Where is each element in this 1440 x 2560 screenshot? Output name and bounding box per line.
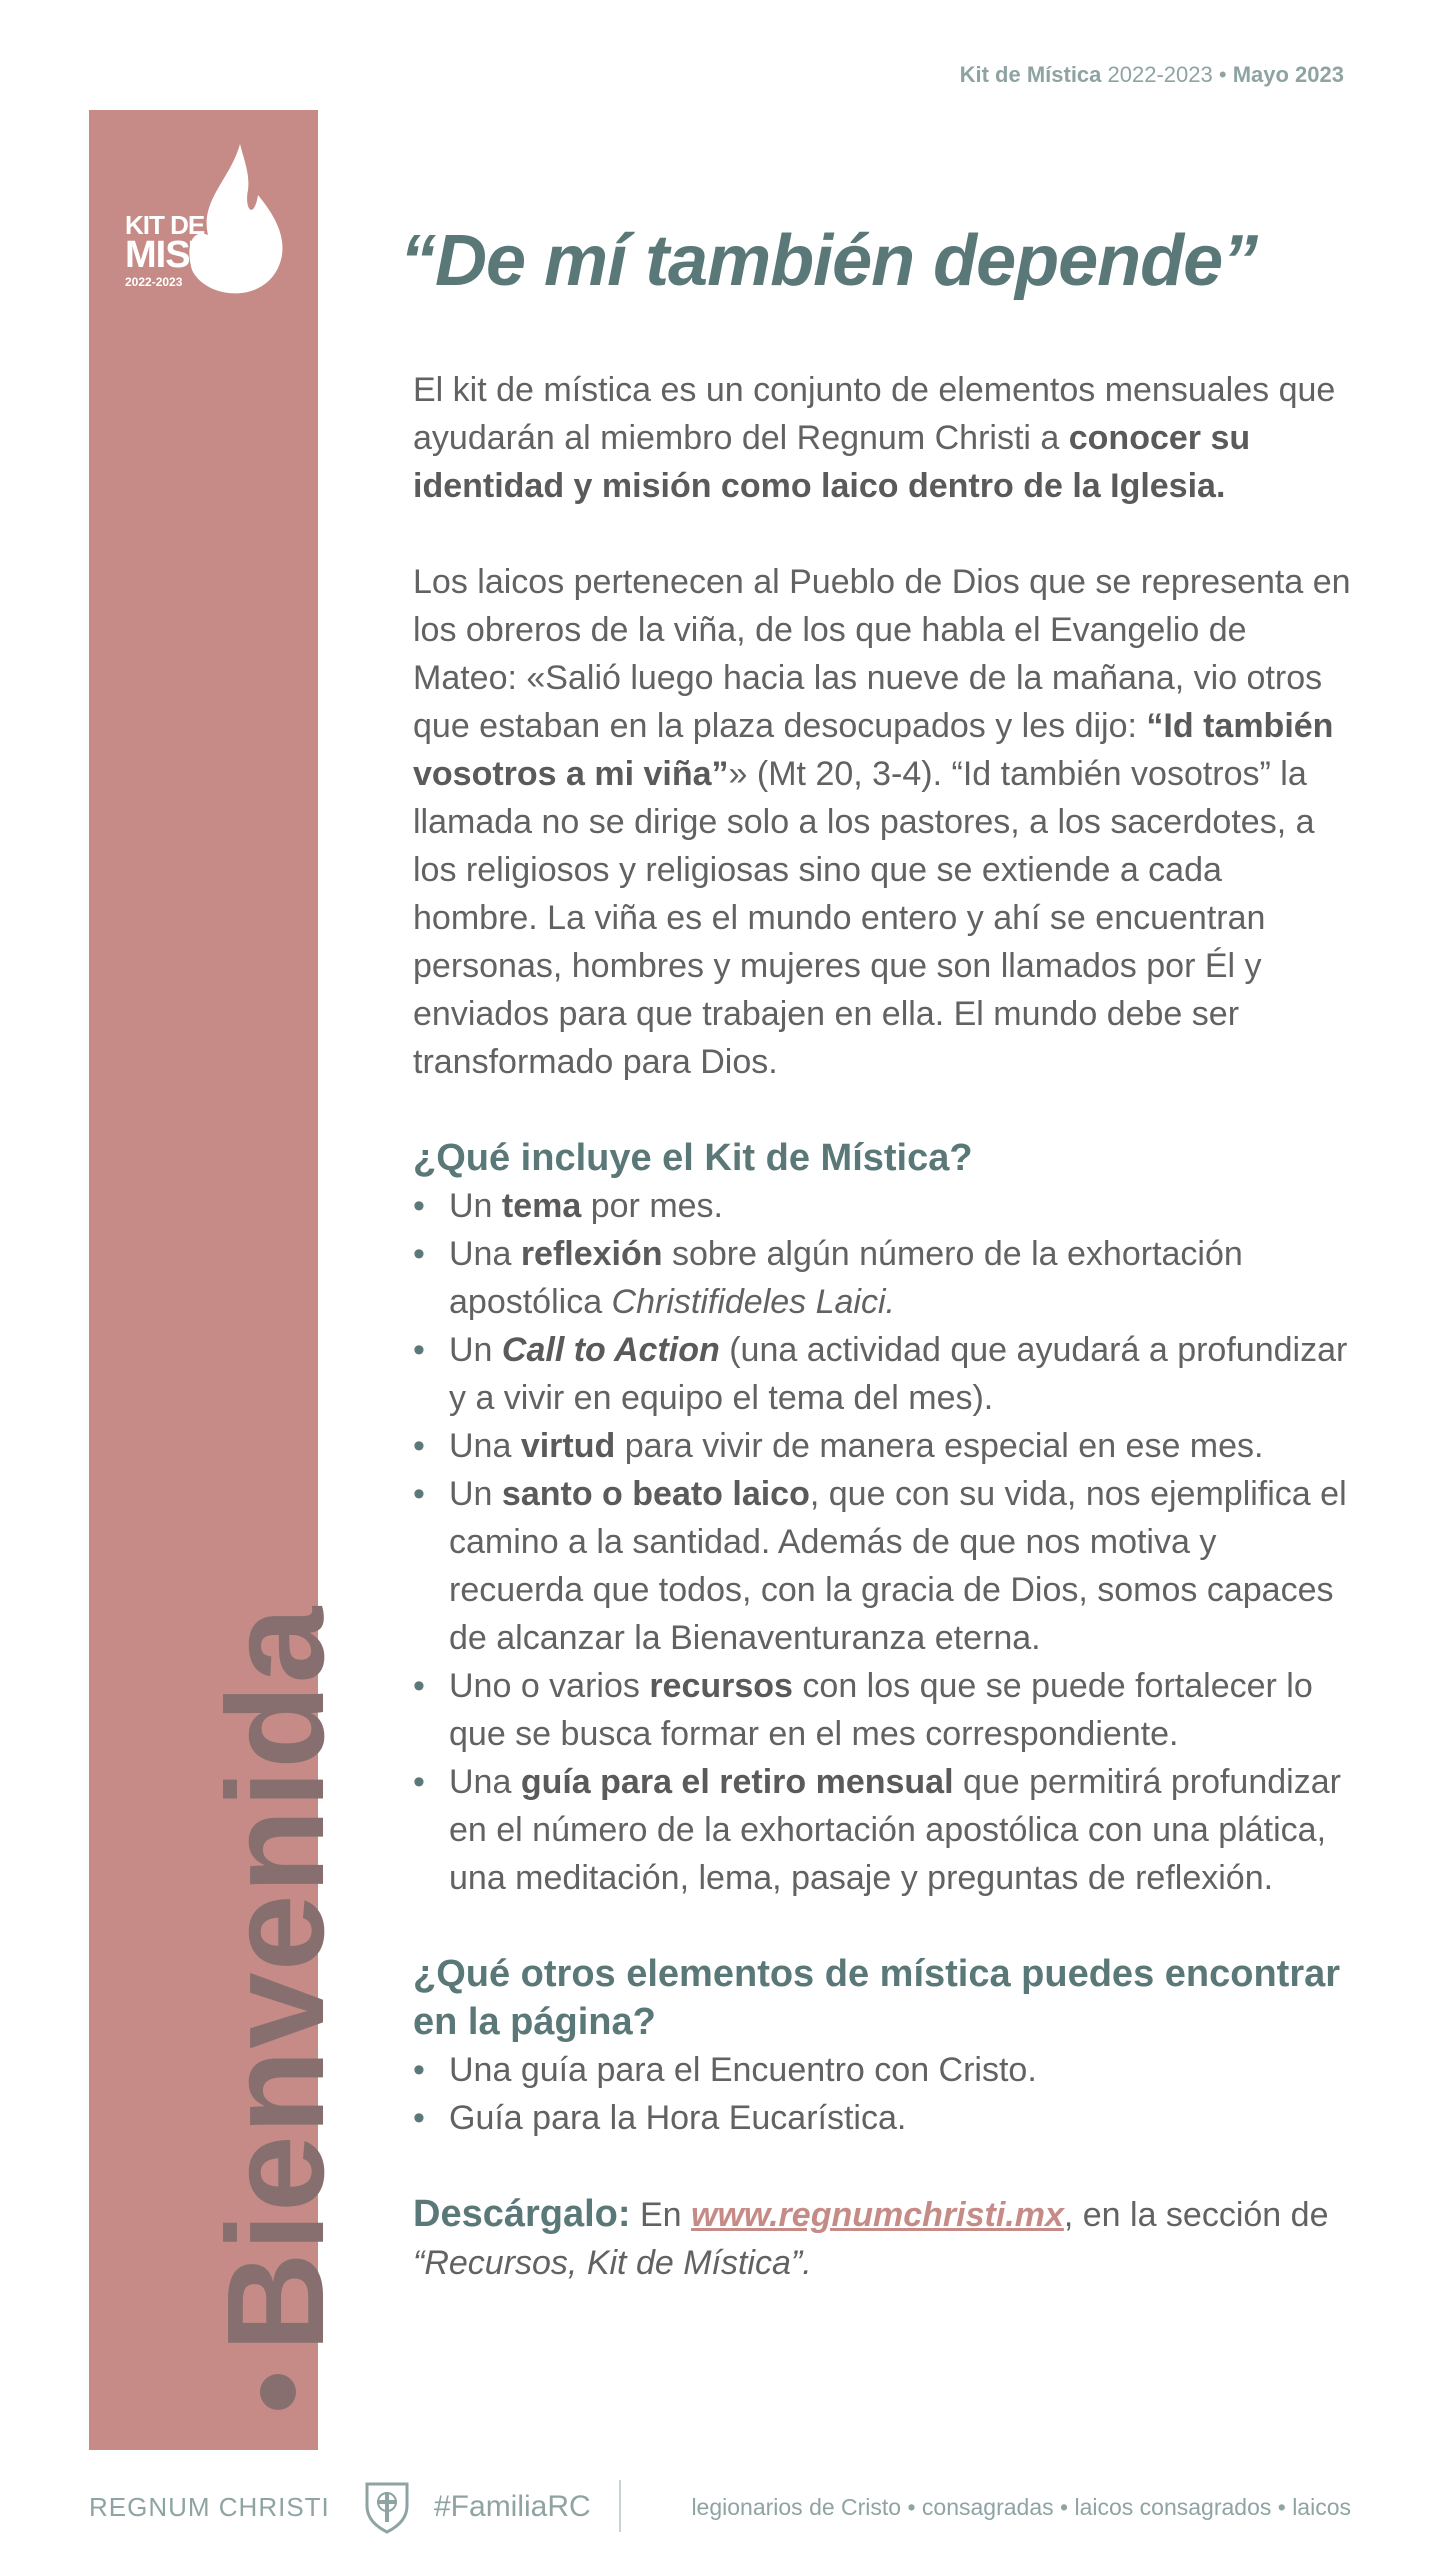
kit-label: Kit de Mística	[959, 62, 1102, 87]
kit-logo-text	[125, 212, 274, 288]
download-text-pre: En	[630, 2196, 692, 2234]
page-title: “De mí también depende”	[400, 221, 1258, 301]
footer	[89, 2478, 1351, 2534]
intro-p1-bold: conocer su identidad y misión como laico dentro de la Iglesia.	[413, 419, 1251, 505]
vertical-title-text: Bienvenida	[199, 1605, 353, 2352]
regnum-christi-shield-icon	[361, 2478, 413, 2534]
intro-p2-bold: “Id también vosotros a mi viña”	[413, 707, 1334, 793]
intro-p1-text: El kit de mística es un conjunto de elementos mensuales que ayudarán al miembro del Regnum Christi a	[413, 371, 1336, 457]
list-item: • Una guía para el retiro mensual que permitirá profundizar en el número de la exhortación apostólica con una plática, una meditación, lema, pasaje y preguntas de reflexión.	[413, 1758, 1353, 1902]
website-link[interactable]: www.regnumchristi.mx	[691, 2196, 1064, 2234]
download-label: Descárgalo:	[413, 2193, 631, 2235]
logo-line2: MISTICA	[125, 234, 275, 276]
intro-paragraph-1	[413, 366, 1353, 510]
footer-divider	[619, 2480, 621, 2532]
list-item: • Un tema por mes.	[413, 1182, 1353, 1230]
other-elements-list	[413, 2046, 1353, 2142]
download-section-name: “Recursos, Kit de Mística”.	[413, 2244, 812, 2282]
logo-line3: 2022-2023	[125, 275, 183, 289]
download-text-post: , en la sección de	[1063, 2196, 1329, 2234]
list-item: • Una guía para el Encuentro con Cristo.	[413, 2046, 1353, 2094]
logo-line1: KIT DE	[125, 210, 205, 240]
bullet-dot-icon	[260, 2374, 296, 2410]
list-item: • Una virtud para vivir de manera especial en ese mes.	[413, 1422, 1353, 1470]
section-heading-includes: ¿Qué incluye el Kit de Mística?	[413, 1137, 973, 1179]
list-item: • Un Call to Action (una actividad que ayudará a profundizar y a vivir en equipo el tema del mes).	[413, 1326, 1353, 1422]
section-heading-other-elements: ¿Qué otros elementos de mística puedes encontrar en la página?	[413, 1953, 1341, 2043]
kit-month: Mayo 2023	[1232, 62, 1344, 87]
header-separator: •	[1218, 62, 1227, 87]
download-paragraph	[413, 2190, 1353, 2287]
main-content	[413, 366, 1353, 2335]
footer-hashtag: #FamiliaRC	[434, 2490, 591, 2523]
kit-years: 2022-2023	[1107, 62, 1213, 87]
footer-brand: REGNUM CHRISTI	[89, 2492, 330, 2522]
footer-orgs: legionarios de Cristo • consagradas • laicos consagrados • laicos	[691, 2494, 1351, 2520]
intro-p2-text: Los laicos pertenecen al Pueblo de Dios que se representa en los obreros de la viña, de los que habla el Evangelio de Mateo: «Salió luego hacia las nueve de la mañana, vio otros que estaban en la plaza desocupados y les dijo:	[413, 563, 1351, 745]
vertical-title	[199, 1605, 353, 2410]
list-item: • Guía para la Hora Eucarística.	[413, 2094, 1353, 2142]
intro-p2-end: » (Mt 20, 3-4). “Id también vosotros” la llamada no se dirige solo a los pastores, a los sacerdotes, a los religiosos y religiosas sino que se extiende a cada hombre. La viña es el mundo entero y ahí se encuentran personas, hombres y mujeres que son llamados por Él y enviados para que trabajen en ella. El mundo debe ser transformado para Dios.	[413, 755, 1315, 1081]
intro-paragraph-2	[413, 558, 1353, 1086]
list-item: • Un santo o beato laico, que con su vida, nos ejemplifica el camino a la santidad. Además de que nos motiva y recuerda que todos, con la gracia de Dios, somos capaces de alcanzar la Bienaventuranza eterna.	[413, 1470, 1353, 1662]
list-item: • Una reflexión sobre algún número de la exhortación apostólica Christifideles Laici.	[413, 1230, 1353, 1326]
includes-list	[413, 1182, 1353, 1902]
list-item: • Uno o varios recursos con los que se puede fortalecer lo que se busca formar en el mes correspondiente.	[413, 1662, 1353, 1758]
header-line	[960, 62, 1344, 88]
